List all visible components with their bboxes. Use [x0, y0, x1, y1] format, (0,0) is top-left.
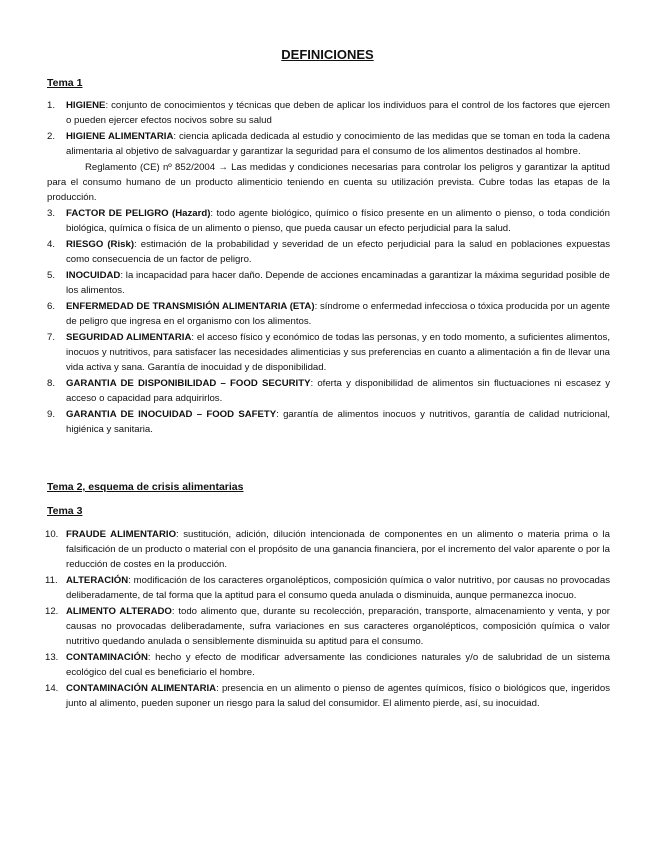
definition-text: : estimación de la probabilidad y severidad de un efecto perjudicial para la salud en poblaciones expuestas como consecuencia de un factor de peligro.: [66, 239, 610, 265]
item-number: 3.: [47, 208, 56, 219]
list-item: [47, 376, 610, 406]
definition-term: ALTERACIÓN: [66, 575, 129, 586]
definition-text: : presencia en un alimento o pienso de agentes químicos, físico o biológicos que, ingeridos junto al alimento, pueden suponer un riesgo para la salud del consumidor. El alimento pierde, así, su inocuidad.: [66, 683, 610, 709]
list-item: [47, 206, 610, 236]
definition-term: HIGIENE ALIMENTARIA: [66, 131, 174, 142]
definition-term: CONTAMINACIÓN ALIMENTARIA: [66, 683, 217, 694]
definition-text: : ciencia aplicada dedicada al estudio y conocimiento de las medidas que se toman en toda la cadena alimentaria al objetivo de salvaguardar y garantizar la seguridad para el consumo de los alimentos destinados al hombre.: [66, 131, 610, 157]
item-number: 2.: [47, 131, 56, 142]
definition-text: : todo alimento que, durante su recolección, preparación, transporte, almacenamiento y venta, y por causas no provocadas deliberadamente, sufra variaciones en sus caracteres organolépticos, composición química o valor nutritivo quedando anulada o sensiblemente disminuida su aptitud para el consumo.: [66, 606, 610, 647]
list-item: [47, 604, 610, 649]
item-number: 4.: [47, 239, 56, 250]
list-item: [47, 573, 610, 603]
definition-list-tema3: [47, 527, 610, 712]
section-heading-tema2: Tema 2, esquema de crisis alimentarias: [47, 481, 244, 493]
item-number: 9.: [47, 409, 56, 420]
definition-term: ALIMENTO ALTERADO: [66, 606, 172, 617]
item-number: 5.: [47, 270, 56, 281]
item-number: 14.: [45, 683, 59, 694]
list-item: [47, 129, 610, 159]
regulation-note: Reglamento (CE) nº 852/2004 → Las medidas y condiciones necesarias para controlar los peligros y garantizar la aptitud para el consumo humano de un producto alimenticio teniendo en cuenta su utilización prevista. Cubre todas las etapas de la producción.: [47, 162, 610, 203]
definition-text: : conjunto de conocimientos y técnicas que deben de aplicar los individuos para el control de los factores que ejercen o pueden ejercer efectos nocivos sobre su salud: [66, 100, 610, 126]
page-title: DEFINICIONES: [281, 47, 374, 62]
item-number: 10.: [45, 529, 59, 540]
definition-text: : hecho y efecto de modificar adversamente las condiciones naturales y/o de salubridad de un sistema ecológico del cual es beneficiario el hombre.: [66, 652, 610, 678]
list-item: [47, 268, 610, 298]
item-number: 11.: [45, 575, 58, 586]
list-item: [47, 98, 610, 128]
definition-term: CONTAMINACIÓN: [66, 652, 148, 663]
item-number: 8.: [47, 378, 56, 389]
definition-term: INOCUIDAD: [66, 270, 121, 281]
definition-text: : sustitución, adición, dilución intencionada de componentes en un alimento o materia prima o la falsificación de un producto o material con el propósito de una ganancia financiera, por el incremento del valor aparente o por la reducción de costes en la producción.: [66, 529, 610, 570]
definition-term: FACTOR DE PELIGRO (Hazard): [66, 208, 211, 219]
definition-text: : oferta y disponibilidad de alimentos sin fluctuaciones ni escasez y acceso o capacidad para adquirirlos.: [66, 378, 610, 404]
section-heading-tema1: Tema 1: [47, 77, 83, 89]
list-item: [47, 407, 610, 437]
item-number: 12.: [45, 606, 59, 617]
item-number: 7.: [47, 332, 56, 343]
definition-term: GARANTIA DE DISPONIBILIDAD – FOOD SECURITY: [66, 378, 311, 389]
list-item: [47, 299, 610, 329]
item-number: 13.: [45, 652, 59, 663]
definition-term: FRAUDE ALIMENTARIO: [66, 529, 177, 540]
definition-list-tema1: [47, 98, 610, 438]
definition-text: : modificación de los caracteres organolépticos, composición química o valor nutritivo, por causas no provocadas deliberadamente, de tal forma que la aptitud para el consumo queda anulada o disminuida, aunque permanezca inocuo.: [66, 575, 610, 601]
list-item: [47, 650, 610, 680]
definition-text: : la incapacidad para hacer daño. Depende de acciones encaminadas a garantizar la máxima seguridad posible de los alimentos.: [66, 270, 610, 296]
definition-term: ENFERMEDAD DE TRANSMISIÓN ALIMENTARIA (ETA): [66, 301, 315, 312]
list-item: [47, 681, 610, 711]
list-item: [47, 237, 610, 267]
definition-term: RIESGO (Risk): [66, 239, 135, 250]
definition-term: GARANTIA DE INOCUIDAD – FOOD SAFETY: [66, 409, 277, 420]
definition-term: HIGIENE: [66, 100, 106, 111]
definition-text: : el acceso físico y económico de todas las personas, y en todo momento, a suficientes alimentos, inocuos y nutritivos, para satisfacer las necesidades alimenticias y sus preferencias en cuanto a alimentación a fin de llevar una vida activa y sana. Garantía de inocuidad y de disponibilidad.: [66, 332, 611, 373]
item-number: 1.: [47, 100, 56, 111]
definition-text: : síndrome o enfermedad infecciosa o tóxica producida por un agente de peligro que ingresa en el organismo con los alimentos.: [66, 301, 610, 327]
item-number: 6.: [47, 301, 56, 312]
section-heading-tema3: Tema 3: [47, 505, 83, 517]
list-item: [47, 330, 610, 375]
definition-text: : garantía de alimentos inocuos y nutritivos, garantía de calidad nutricional, higiénica y sanitaria.: [66, 409, 610, 435]
definition-text: : todo agente biológico, químico o físico presente en un alimento o pienso, o toda condición biológica, química o física de un alimento o pienso, que pueda causar un efecto perjudicial para la salud.: [66, 208, 610, 234]
list-item: [47, 527, 610, 572]
definition-term: SEGURIDAD ALIMENTARIA: [66, 332, 192, 343]
